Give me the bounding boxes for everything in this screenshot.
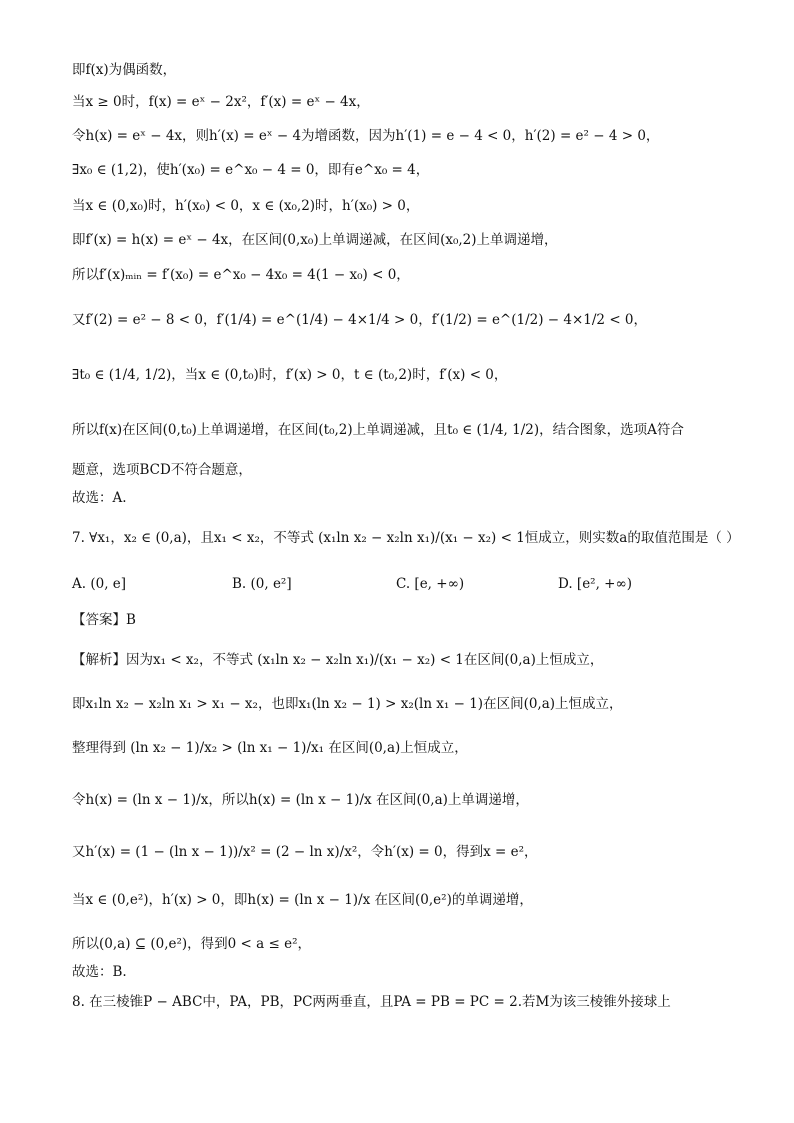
text-line-10: 所以f(x)在区间(0,t₀)上单调递增，在区间(t₀,2)上单调递减，且t₀ ∈ (1/4, 1/2)，结合图象，选项A符合	[72, 422, 684, 438]
text-line-20: 当x ∈ (0,e²)，h′(x) > 0，即h(x) = (ln x − 1)/x 在区间(0,e²)的单调递增，	[72, 892, 533, 908]
text-line-19: 又h′(x) = (1 − (ln x − 1))/x² = (2 − ln x)/x²，令h′(x) = 0，得到x = e²，	[72, 844, 538, 860]
text-line-16: 即x₁ln x₂ − x₂ln x₁ > x₁ − x₂，也即x₁(ln x₂ − 1) > x₂(ln x₁ − 1)在区间(0,a)上恒成立，	[72, 696, 623, 712]
text-line-4: ∃x₀ ∈ (1,2)，使h′(x₀) = e^x₀ − 4 = 0，即有e^x₀ = 4，	[72, 162, 430, 178]
question-7: 7. ∀x₁，x₂ ∈ (0,a)，且x₁ < x₂，不等式 (x₁ln x₂ − x₂ln x₁)/(x₁ − x₂) < 1恒成立，则实数a的取值范围是（ ）	[72, 530, 740, 546]
text-line-5: 当x ∈ (0,x₀)时，h′(x₀) < 0，x ∈ (x₀,2)时，h′(x₀) > 0，	[72, 198, 420, 214]
text-line-6: 即f′(x) = h(x) = eˣ − 4x，在区间(0,x₀)上单调递减，在区间(x₀,2)上单调递增，	[72, 232, 558, 248]
text-line-7: 所以f′(x)ₘᵢₙ = f′(x₀) = e^x₀ − 4x₀ = 4(1 − x₀) < 0，	[72, 267, 410, 283]
choice-d: D. [e², +∞)	[558, 576, 632, 592]
text-line-8: 又f′(2) = e² − 8 < 0，f′(1/4) = e^(1/4) − 4×1/4 > 0，f′(1/2) = e^(1/2) − 4×1/2 < 0，	[72, 312, 648, 328]
text-line-12: 故选：A.	[72, 490, 127, 506]
question-8: 8. 在三棱锥P − ABC中，PA，PB，PC两两垂直，且PA = PB = PC = 2.若M为该三棱锥外接球上	[72, 994, 671, 1010]
answer-label: 【答案】B	[72, 612, 136, 628]
text-line-18: 令h(x) = (ln x − 1)/x，所以h(x) = (ln x − 1)/x 在区间(0,a)上单调递增，	[72, 792, 529, 808]
text-line-9: ∃t₀ ∈ (1/4, 1/2)，当x ∈ (0,t₀)时，f′(x) > 0，t ∈ (t₀,2)时，f′(x) < 0，	[72, 367, 508, 383]
text-line-3: 令h(x) = eˣ − 4x，则h′(x) = eˣ − 4为增函数，因为h′(1) = e − 4 < 0，h′(2) = e² − 4 > 0，	[72, 128, 660, 144]
choice-a: A. (0, e]	[72, 576, 127, 592]
text-line-22: 故选：B.	[72, 964, 127, 980]
text-line-1: 即f(x)为偶函数，	[72, 62, 177, 78]
text-line-15: 【解析】因为x₁ < x₂，不等式 (x₁ln x₂ − x₂ln x₁)/(x₁ − x₂) < 1在区间(0,a)上恒成立，	[72, 652, 604, 668]
text-line-17: 整理得到 (ln x₂ − 1)/x₂ > (ln x₁ − 1)/x₁ 在区间(0,a)上恒成立，	[72, 740, 468, 756]
choice-b: B. (0, e²]	[232, 576, 292, 592]
text-line-2: 当x ≥ 0时，f(x) = eˣ − 2x²，f′(x) = eˣ − 4x，	[72, 94, 370, 110]
choice-c: C. [e, +∞)	[396, 576, 465, 592]
text-line-21: 所以(0,a) ⊆ (0,e²)，得到0 < a ≤ e²，	[72, 936, 311, 952]
text-line-11: 题意，选项BCD不符合题意，	[72, 462, 252, 478]
